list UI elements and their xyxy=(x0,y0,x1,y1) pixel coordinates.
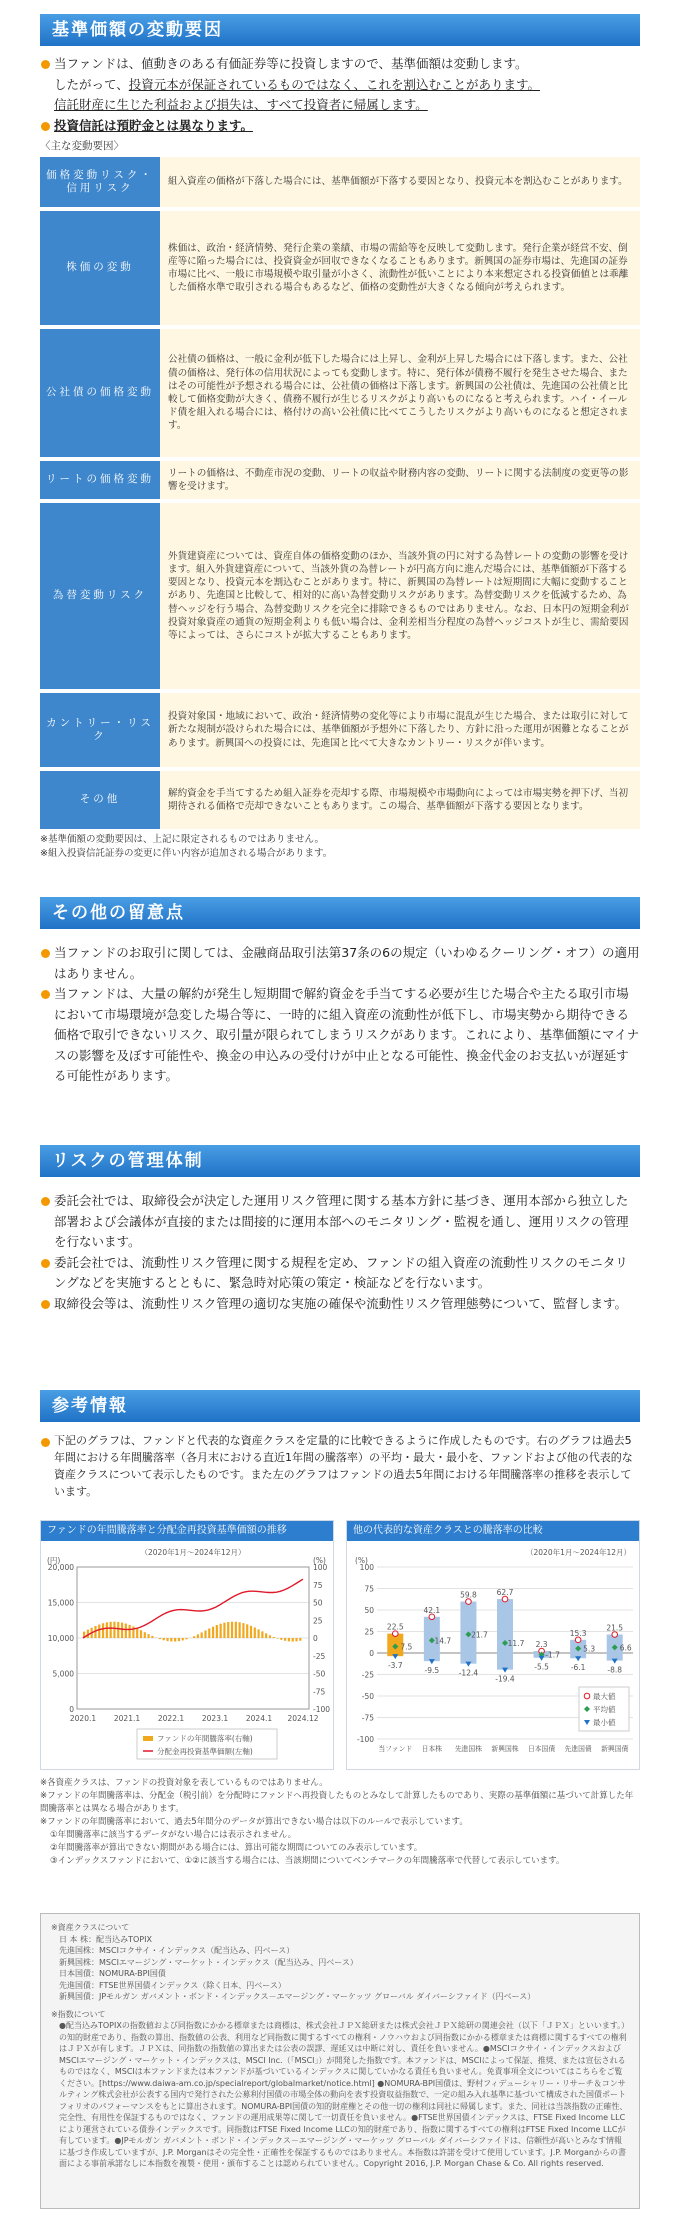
risk-management-section xyxy=(40,1145,640,1314)
return-bar xyxy=(288,1638,290,1641)
bullet-text: 当ファンドは、値動きのある有価証券等に投資しますので、基準価額は変動します。 xyxy=(54,56,528,71)
x-tick: 日本株 xyxy=(421,1745,443,1753)
y-tick: -75 xyxy=(361,1713,374,1723)
nav-line xyxy=(83,1579,303,1638)
reference-info-section xyxy=(40,1390,640,1500)
y-tick: -100 xyxy=(356,1735,374,1744)
y-left-tick: 15,000 xyxy=(47,1598,74,1608)
subheading: 〈主な変動要因〉 xyxy=(40,140,124,152)
min-marker xyxy=(502,1668,508,1673)
max-label: 59.8 xyxy=(460,1590,477,1600)
row-key: その他 xyxy=(40,771,160,829)
table-row xyxy=(40,211,640,325)
avg-label: 6.6 xyxy=(619,1643,632,1653)
return-bar xyxy=(242,1623,244,1638)
y-left-tick: 0 xyxy=(69,1705,74,1714)
table-row xyxy=(40,771,640,829)
min-label: -9.5 xyxy=(424,1666,440,1676)
return-bar xyxy=(201,1632,203,1638)
legend-label: 最大値 xyxy=(593,1692,616,1701)
other-notes-section xyxy=(40,897,640,1087)
bullet-management-2: 委託会社では、流動性リスク管理に関する規程を定め、ファンドの組入資産の流動性リスクのモニタリングなどを実施するとともに、緊急時対応策の策定・検証などを行ないます。 xyxy=(40,1253,640,1294)
table-row xyxy=(40,503,640,689)
return-bar xyxy=(276,1638,278,1639)
max-marker xyxy=(612,1632,618,1638)
avg-label: 21.7 xyxy=(471,1630,488,1640)
note: ③インデックスファンドにおいて、①②に該当する場合には、当該期間についてベンチマークの年間騰落率で代替して表示しています。 xyxy=(50,1856,565,1866)
return-bar xyxy=(121,1623,123,1638)
legend-swatch-bar xyxy=(143,1736,153,1741)
row-key: 公社債の価格変動 xyxy=(40,329,160,457)
y-right-unit: (%) xyxy=(313,1556,326,1565)
table-row xyxy=(40,461,640,499)
min-label: -3.7 xyxy=(387,1661,403,1671)
min-label: -6.1 xyxy=(570,1663,586,1673)
return-bar xyxy=(299,1638,301,1641)
lead-text: 下記のグラフは、ファンドと代表的な資産クラスを定量的に比較できるように作成したものです。右のグラフは過去5年間における年間騰落率（各月末における直近1年間の騰落率）の平均・最大・最小を、ファンドおよび他の代表的な資産クラスについて表示したものです。また左のグラフはファンドの過去5年間における年間騰落率の推移を表示しています。 xyxy=(40,1432,640,1500)
return-bar xyxy=(246,1624,248,1638)
return-bar xyxy=(254,1628,256,1638)
bullet-management-3: 取締役会等は、流動性リスク管理の適切な実施の確保や流動性リスク管理態勢について、監督します。 xyxy=(40,1294,640,1315)
return-bar xyxy=(280,1638,282,1640)
table-row xyxy=(40,693,640,767)
range-bar xyxy=(497,1599,513,1670)
return-bar xyxy=(235,1622,237,1638)
section-title: 基準価額の変動要因 xyxy=(40,14,640,46)
return-bar xyxy=(174,1638,176,1642)
x-tick: 2024.1 xyxy=(245,1714,273,1723)
avg-label: 14.7 xyxy=(434,1636,452,1646)
return-bar xyxy=(295,1638,297,1641)
footnote-paragraph: ●配当込みTOPIXの指数値および同指数にかかる標章または商標は、株式会社ＪＰＸ総研または株式会社ＪＰＸ総研の関連会社（以下「ＪＰＸ」といいます。）の知的財産であり、指数の算出、指数値の公表、利用など同指数に関するすべての権利・ノウハウおよび同指数にかかる標章または商標に関するすべての権利はＪＰＸが有します。ＪＰＸは、同指数の指数値の算出または公表の誤謬、遅延又は中断に対し、責任を負いません。●MSCIコクサイ・インデックスおよびMSCIエマージング・マーケット・インデックスは、MSCI Inc.（「MSCI」）が開発した指数です。本ファンドは、MSCIによって保証、推奨、または宣伝されるものではなく、MSCIは本ファンドまたは本ファンドが基づいているインデックスに関していかなる責任も負いません。免責事項全文についてはこちらをご覧ください。[https://www.daiwa-am.co.jp/specialreport/globalmarket/notice.html] ●NOMURA-BPI国債は、野村フィデューシャリー・リサーチ＆コンサルティング株式会社が公表する国内で発行された公募利付国債の市場全体の動向を表す投資収益指数で、一定の組み入れ基準に基づいて構成された国債ポートフォリオのパフォーマンスをもとに算出されます。NOMURA-BPI国債の知的財産権とその他一切の権利は同社に帰属します。また、同社は当該指数の正確性、完全性、有用性を保証するものではなく、ファンドの運用成果等に関して一切責任を負いません。●FTSE世界国債インデックスは、FTSE Fixed Income LLCにより運営されている債券インデックスです。同指数はFTSE Fixed Income LLCの知的財産であり、指数に関するすべての権利はFTSE Fixed Income LLCが有しています。●JPモルガン ガバメント・ボンド・インデックス－エマージング・マーケッツ グローバル ダイバーシファイドは、信頼性が高いとみなす情報に基づき作成していますが、J.P. Morganはその完全性・正確性を保証するものではありません。本指数は許諾を受けて使用しています。J.P. Morganからの書面による事前承諾なしに本指数を複製・使用・頒布することは認められていません。Copyright 2016, J.P. Morgan Chase & Co. All rights reserved. xyxy=(59,2021,628,2168)
footnote-line: 先進国債：FTSE世界国債インデックス（除く日本、円ベース） xyxy=(59,1980,286,1990)
note: ※各資産クラスは、ファンドの投資対象を表しているものではありません。 xyxy=(40,1778,328,1788)
row-value: 投資対象国・地域において、政治・経済情勢の変化等により市場に混乱が生じた場合、または取引に対して新たな規制が設けられた場合には、基準価額が予想外に下落したり、方針に沿った運用が困難となることがあります。新興国への投資には、先進国と比べて大きなカントリー・リスクが伴います。 xyxy=(160,693,640,767)
footnote-heading: ※指数について xyxy=(51,2009,106,2019)
section-title: 参考情報 xyxy=(40,1390,640,1422)
min-marker xyxy=(429,1659,435,1664)
return-bar xyxy=(250,1626,252,1638)
footnote: ※組入投資信託証券の変更に伴い内容が追加される場合があります。 xyxy=(40,848,333,859)
min-marker xyxy=(392,1654,398,1659)
row-key: 株価の変動 xyxy=(40,211,160,325)
return-bar xyxy=(220,1624,222,1638)
y-left-tick: 20,000 xyxy=(47,1563,74,1572)
max-label: 15.3 xyxy=(569,1628,587,1638)
y-right-tick: -75 xyxy=(313,1687,326,1697)
section-title: その他の留意点 xyxy=(40,897,640,929)
row-key: カントリー・リスク xyxy=(40,693,160,767)
return-bar xyxy=(261,1631,263,1638)
max-label: 22.5 xyxy=(386,1622,404,1632)
return-bar xyxy=(284,1638,286,1641)
chart-period: （2020年1月～2024年12月） xyxy=(526,1548,631,1557)
row-value: 外貨建資産については、資産自体の価格変動のほか、当該外貨の円に対する為替レートの変動の影響を受けます。組入外貨建資産について、当該外貨の為替レートが円高方向に進んだ場合には、基準価額が下落する要因となり、投資元本を割込むことがあります。特に、新興国の為替レートは短期間に大幅に変動することがあり、先進国と比較して、相対的に高い為替変動リスクがあります。為替変動リスクを低減するため、為替ヘッジを行う場合、為替変動リスクを完全に排除できるものではありません。なお、日本円の短期金利が投資対象資産の通貨の短期金利よりも低い場合は、金利差相当分程度の為替ヘッジコストが生じ、需給要因等によっては、さらにコストが拡大することもあります。 xyxy=(160,503,640,689)
return-bar xyxy=(151,1636,153,1638)
return-bar xyxy=(193,1636,195,1638)
row-value: リートの価格は、不動産市況の変動、リートの収益や財務内容の変動、リートに関する法制度の変更等の影響を受けます。 xyxy=(160,461,640,499)
legend-label: 最小値 xyxy=(593,1718,616,1727)
footnote-heading: ※資産クラスについて xyxy=(51,1923,130,1932)
fund-chart-svg xyxy=(41,1541,333,1769)
max-marker xyxy=(392,1631,398,1637)
return-bar xyxy=(265,1633,267,1638)
comparison-chart-svg xyxy=(347,1541,639,1769)
return-bar xyxy=(273,1637,275,1638)
return-bar xyxy=(212,1627,214,1638)
return-bar xyxy=(239,1622,241,1638)
chart-notes xyxy=(40,1777,640,1868)
note: ※ファンドの年間騰落率は、分配金（税引前）を分配時にファンドへ再投資したものとみなして計算したものであり、実際の基準価額に基づいて計算した年間騰落率とは異なる場合があります。 xyxy=(40,1791,634,1814)
x-tick: 2020.1 xyxy=(69,1714,97,1723)
y-right-tick: 100 xyxy=(313,1563,328,1572)
return-bar xyxy=(106,1622,108,1638)
chart-period: （2020年1月～2024年12月） xyxy=(140,1548,246,1557)
min-marker xyxy=(539,1656,545,1661)
x-tick: 2024.12 xyxy=(287,1714,319,1723)
footnote-line: 新興国株：MSCIエマージング・マーケット・インデックス（配当込み、円ベース） xyxy=(59,1957,358,1967)
return-bar xyxy=(144,1632,146,1638)
max-label: 21.5 xyxy=(606,1623,624,1633)
x-tick: 2023.1 xyxy=(201,1714,229,1723)
x-tick: 2021.1 xyxy=(113,1714,141,1723)
min-marker xyxy=(575,1656,581,1661)
risk-factors-section xyxy=(40,14,640,861)
y-tick: 100 xyxy=(359,1563,374,1572)
x-tick: 日本国債 xyxy=(527,1745,556,1753)
return-bar xyxy=(159,1638,161,1639)
index-footnote-box xyxy=(40,1913,640,2209)
y-tick: 0 xyxy=(369,1649,374,1658)
return-bar xyxy=(113,1622,115,1638)
risk-table xyxy=(40,153,640,833)
note: ②年間騰落率が算出できない期間がある場合には、算出可能な期間についてのみ表示しています。 xyxy=(50,1843,423,1853)
footnote-line: 日本国債：NOMURA-BPI国債 xyxy=(59,1969,166,1978)
underlined-text: 信託財産に生じた利益および損失は、すべて投資者に帰属します。 xyxy=(54,97,428,112)
underlined-text: 投資信託は預貯金とは異なります。 xyxy=(54,117,254,133)
return-bar xyxy=(178,1638,180,1641)
min-label: -8.8 xyxy=(607,1665,623,1675)
max-marker xyxy=(429,1614,435,1620)
return-bar xyxy=(292,1638,294,1642)
fund-chart xyxy=(40,1520,334,1770)
avg-label: 11.7 xyxy=(507,1638,525,1648)
y-right-tick: 75 xyxy=(313,1580,323,1590)
y-unit: (%) xyxy=(355,1556,368,1565)
bullet-text: したがって、 xyxy=(54,76,129,92)
min-label: -5.5 xyxy=(534,1662,549,1672)
return-bar xyxy=(227,1622,229,1638)
avg-label: 5.3 xyxy=(583,1644,596,1654)
footnote: ※基準価額の変動要因は、上記に限定されるものではありません。 xyxy=(40,834,325,845)
return-bar xyxy=(125,1624,127,1638)
legend-max-marker xyxy=(584,1693,590,1699)
y-tick: -50 xyxy=(361,1692,374,1701)
max-marker xyxy=(502,1596,508,1602)
legend-label: ファンドの年間騰落率(右軸) xyxy=(157,1734,253,1743)
y-tick: 75 xyxy=(364,1584,374,1594)
return-bar xyxy=(269,1635,271,1638)
max-label: 62.7 xyxy=(496,1588,514,1598)
x-tick: 当ファンド xyxy=(378,1745,413,1753)
return-bar xyxy=(216,1625,218,1638)
row-value: 株価は、政治・経済情勢、発行企業の業績、市場の需給等を反映して変動します。発行企業が経営不安、倒産等に陥った場合には、投資資金が回収できなくなることもあります。新興国の証券市場は、先進国の証券市場に比べ、一般に市場規模や取引量が小さく、流動性が低いことにより本来想定される投資価値とは乖離した価格水準で取引される場合もあるなど、価格の変動性が大きくなる傾向が考えられます。 xyxy=(160,211,640,325)
row-value: 公社債の価格は、一般に金利が低下した場合には上昇し、金利が上昇した場合には下落します。また、公社債の価格は、発行体の信用状況によっても変動します。特に、発行体が債務不履行を発生させた場合、またはその可能性が予想される場合には、公社債の価格は下落します。新興国の公社債は、先進国の公社債と比較して価格変動が大きく、債務不履行が生じるリスクがより高いものになると考えられます。ハイ・イールド債を組入れる場合には、格付けの高い公社債に比べてこうしたリスクがより高いものになると想定されます。 xyxy=(160,329,640,457)
row-value: 解約資金を手当てするため組入証券を売却する際、市場規模や市場動向によっては市場実勢を押下げ、当初期待される価格で売却できないこともあります。この場合、基準価額が下落する要因となります。 xyxy=(160,771,640,829)
footnote-line: 新興国債：JPモルガン ガバメント・ボンド・インデックス－エマージング・マーケッツ グローバル ダイバーシファイド（円ベース） xyxy=(59,1992,536,2001)
legend-label: 平均値 xyxy=(593,1705,616,1714)
table-row xyxy=(40,157,640,207)
return-bar xyxy=(208,1629,210,1638)
return-bar xyxy=(166,1638,168,1641)
return-bar xyxy=(117,1622,119,1638)
max-marker xyxy=(575,1637,581,1643)
max-marker xyxy=(466,1599,472,1605)
table-row xyxy=(40,329,640,457)
legend-label: 分配金再投資基準価額(左軸) xyxy=(157,1747,253,1756)
y-right-tick: -50 xyxy=(313,1669,326,1679)
return-bar xyxy=(223,1623,225,1638)
return-bar xyxy=(129,1625,131,1638)
y-right-tick: -25 xyxy=(313,1651,326,1661)
return-bar xyxy=(204,1630,206,1638)
x-tick: 2022.1 xyxy=(157,1714,185,1723)
return-bar xyxy=(136,1628,138,1638)
y-tick: -25 xyxy=(361,1670,374,1680)
max-label: 42.1 xyxy=(423,1605,441,1615)
x-tick: 先進国債 xyxy=(564,1745,592,1753)
return-bar xyxy=(257,1629,259,1638)
return-bar xyxy=(197,1634,199,1638)
row-key: 価格変動リスク・信用リスク xyxy=(40,157,160,207)
y-left-unit: (円) xyxy=(47,1556,61,1565)
footnote-line: 先進国株：MSCIコクサイ・インデックス（配当込み、円ベース） xyxy=(59,1946,295,1955)
y-right-tick: 0 xyxy=(313,1634,318,1643)
section-title: リスクの管理体制 xyxy=(40,1145,640,1177)
x-tick: 新興国債 xyxy=(601,1745,629,1753)
y-tick: 25 xyxy=(364,1627,374,1637)
bullet-not-deposit xyxy=(40,116,640,137)
min-label: -12.4 xyxy=(458,1668,479,1678)
y-left-tick: 10,000 xyxy=(47,1634,74,1643)
footnote-line: 日 本 株：配当込みTOPIX xyxy=(59,1934,152,1944)
chart-title: ファンドの年間騰落率と分配金再投資基準価額の推移 xyxy=(41,1521,333,1541)
min-marker xyxy=(465,1662,471,1667)
y-left-tick: 5,000 xyxy=(52,1669,74,1679)
y-tick: 50 xyxy=(364,1606,374,1615)
return-bar xyxy=(163,1638,165,1640)
avg-label: -1.7 xyxy=(545,1650,560,1660)
chart-title: 他の代表的な資産クラスとの騰落率の比較 xyxy=(347,1521,639,1541)
bullet-nav-fluctuation xyxy=(40,54,640,116)
y-right-tick: 50 xyxy=(313,1598,323,1608)
comparison-chart xyxy=(346,1520,640,1770)
row-key: リートの価格変動 xyxy=(40,461,160,499)
max-label: 2.3 xyxy=(535,1640,548,1650)
return-bar xyxy=(110,1622,112,1638)
min-marker xyxy=(612,1659,618,1664)
note: ※ファンドの年間騰落率において、過去5年間分のデータが算出できない場合は以下のルールで表示しています。 xyxy=(40,1817,468,1827)
return-bar xyxy=(102,1623,104,1638)
bullet-management-1: 委託会社では、取締役会が決定した運用リスク管理に関する基本方針に基づき、運用本部から独立した部署および会議体が直接的または間接的に運用本部へのモニタリング・監視を通し、運用リスクの管理を行ないます。 xyxy=(40,1191,640,1253)
x-tick: 新興国株 xyxy=(491,1745,519,1753)
row-value: 組入資産の価格が下落した場合には、基準価額が下落する要因となり、投資元本を割込むことがあります。 xyxy=(160,157,640,207)
y-right-tick: -100 xyxy=(313,1705,331,1714)
row-key: 為替変動リスク xyxy=(40,503,160,689)
min-label: -19.4 xyxy=(495,1674,515,1684)
note: ①年間騰落率に該当するデータがない場合には表示されません。 xyxy=(50,1830,297,1840)
bullet-cooling-off: 当ファンドのお取引に関しては、金融商品取引法第37条の6の規定（いわゆるクーリング・オフ）の適用はありません。 xyxy=(40,943,640,984)
return-bar xyxy=(231,1622,233,1638)
return-bar xyxy=(147,1634,149,1638)
return-bar xyxy=(98,1624,100,1638)
return-bar xyxy=(140,1630,142,1638)
return-bar xyxy=(185,1638,187,1639)
bullet-liquidity: 当ファンドは、大量の解約が発生し短期間で解約資金を手当てする必要が生じた場合や主たる取引市場において市場環境が急変した場合等に、一時的に組入資産の流動性が低下し、市場実勢から期待できる価格で取引できないリスク、取引量が限られてしまうリスクがあります。これにより、基準価額にマイナスの影響を及ぼす可能性や、換金の申込みの受付けが中止となる可能性、換金代金のお支払いが遅延する可能性があります。 xyxy=(40,984,640,1087)
underlined-text: 投資元本が保証されているものではなく、これを割込むことがあります。 xyxy=(128,76,541,92)
x-tick: 先進国株 xyxy=(454,1745,483,1753)
return-bar xyxy=(170,1638,172,1641)
y-right-tick: 25 xyxy=(313,1616,323,1626)
avg-label: 7.5 xyxy=(400,1642,413,1652)
return-bar xyxy=(182,1638,184,1640)
